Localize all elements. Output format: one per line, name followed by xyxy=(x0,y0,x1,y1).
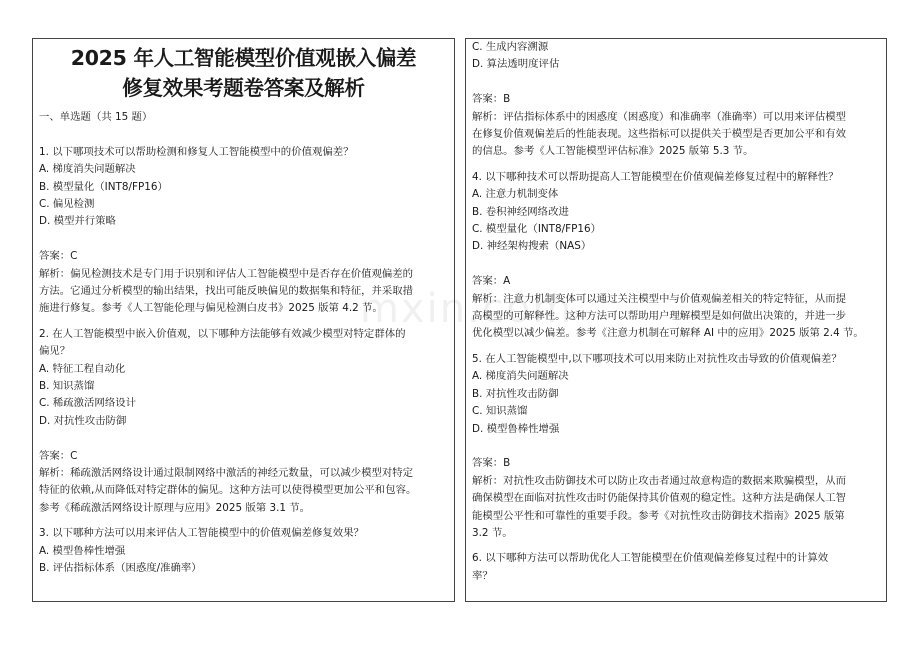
q3-option-a: A. 模型鲁棒性增强 xyxy=(39,544,126,557)
q5-answer: 答案：B xyxy=(472,457,511,470)
q1-answer: 答案：C xyxy=(39,250,78,263)
q5-explanation-4: 3.2 节。 xyxy=(472,526,513,539)
question-6-line-1: 6. 以下哪种方法可以帮助优化人工智能模型在价值观偏差修复过程中的计算效 xyxy=(472,552,829,565)
q5-option-c: C. 知识蒸馏 xyxy=(472,405,528,418)
q3-option-c: C. 生成内容溯源 xyxy=(472,41,549,53)
right-column xyxy=(465,38,887,602)
q3-answer: 答案：B xyxy=(472,93,511,106)
q2-explanation-3: 参考《稀疏激活网络设计原理与应用》2025 版第 3.1 节。 xyxy=(39,501,311,514)
left-column xyxy=(32,38,455,602)
q2-explanation-1: 解析：稀疏激活网络设计通过限制网络中激活的神经元数量，可以减少模型对特定 xyxy=(39,467,414,480)
q4-explanation-1: 解析：注意力机制变体可以通过关注模型中与价值观偏差相关的特定特征，从而提 xyxy=(472,292,847,305)
q5-explanation-2: 确保模型在面临对抗性攻击时仍能保持其价值观的稳定性。这种方法是确保人工智 xyxy=(472,492,847,505)
q4-option-d: D. 神经架构搜索（NAS） xyxy=(472,240,592,253)
q3-explanation-3: 的信息。参考《人工智能模型评估标准》2025 版第 5.3 节。 xyxy=(472,145,754,158)
question-2-line-1: 2. 在人工智能模型中嵌入价值观，以下哪种方法能够有效减少模型对特定群体的 xyxy=(39,327,406,340)
q1-option-a: A. 梯度消失问题解决 xyxy=(39,163,136,176)
q1-option-b: B. 模型量化（INT8/FP16） xyxy=(39,180,168,193)
question-3: 3. 以下哪种方法可以用来评估人工智能模型中的价值观偏差修复效果？ xyxy=(39,527,364,540)
q4-option-c: C. 模型量化（INT8/FP16） xyxy=(472,223,601,236)
q2-answer: 答案：C xyxy=(39,449,78,462)
q3-explanation-1: 解析：评估指标体系中的困惑度（困惑度）和准确率（准确率）可以用来评估模型 xyxy=(472,110,847,123)
section-heading: 一、单选题（共 15 题） xyxy=(39,111,153,123)
question-6-line-2: 率？ xyxy=(472,569,493,582)
q2-option-a: A. 特征工程自动化 xyxy=(39,362,126,375)
q5-option-b: B. 对抗性攻击防御 xyxy=(472,387,559,400)
watermark: mxin.com xyxy=(360,286,574,332)
q3-option-d: D. 算法透明度评估 xyxy=(472,58,560,71)
q5-explanation-3: 能模型公平性和可靠性的重要手段。参考《对抗性攻击防御技术指南》2025 版第 xyxy=(472,509,845,522)
question-5: 5. 在人工智能模型中,以下哪项技术可以用来防止对抗性攻击导致的价值观偏差？ xyxy=(472,352,842,365)
q5-explanation-1: 解析：对抗性攻击防御技术可以防止攻击者通过故意构造的数据来欺骗模型，从而 xyxy=(472,474,847,487)
q5-option-a: A. 梯度消失问题解决 xyxy=(472,370,569,383)
q1-explanation-1: 解析：偏见检测技术是专门用于识别和评估人工智能模型中是否存在价值观偏差的 xyxy=(39,267,414,280)
q4-explanation-3: 优化模型以减少偏差。参考《注意力机制在可解释 AI 中的应用》2025 版第 2.4 节。 xyxy=(472,327,864,340)
document-title xyxy=(35,43,452,103)
question-1: 1. 以下哪项技术可以帮助检测和修复人工智能模型中的价值观偏差？ xyxy=(39,145,354,158)
title-line-2: 修复效果考题卷答案及解析 xyxy=(122,76,365,100)
q4-explanation-2: 高模型的可解释性。这种方法可以帮助用户理解模型是如何做出决策的，并进一步 xyxy=(472,310,847,323)
q4-answer: 答案：A xyxy=(472,275,511,288)
title-line-1: 2025 年人工智能模型价值观嵌入偏差 xyxy=(70,46,417,70)
q1-explanation-3: 施进行修复。参考《人工智能伦理与偏见检测白皮书》2025 版第 4.2 节。 xyxy=(39,302,383,315)
q3-explanation-2: 在修复价值观偏差后的性能表现。这些指标可以提供关于模型是否更加公平和有效 xyxy=(472,128,847,141)
q4-option-a: A. 注意力机制变体 xyxy=(472,188,559,201)
q5-option-d: D. 模型鲁棒性增强 xyxy=(472,422,560,435)
q1-option-d: D. 模型并行策略 xyxy=(39,215,116,228)
question-2-line-2: 偏见？ xyxy=(39,345,71,358)
q2-explanation-2: 特征的依赖,从而降低对特定群体的偏见。这种方法可以使得模型更加公平和包容。 xyxy=(39,484,417,497)
q3-option-b: B. 评估指标体系（困惑度/准确率） xyxy=(39,562,202,575)
q1-option-c: C. 偏见检测 xyxy=(39,198,95,211)
question-4: 4. 以下哪种技术可以帮助提高人工智能模型在价值观偏差修复过程中的解释性？ xyxy=(472,170,839,183)
q2-option-d: D. 对抗性攻击防御 xyxy=(39,414,127,427)
q1-explanation-2: 方法。它通过分析模型的输出结果，找出可能反映偏见的数据集和特征，并采取措 xyxy=(39,285,414,298)
q4-option-b: B. 卷积神经网络改进 xyxy=(472,205,569,218)
q2-option-c: C. 稀疏激活网络设计 xyxy=(39,397,136,410)
q2-option-b: B. 知识蒸馏 xyxy=(39,380,95,393)
